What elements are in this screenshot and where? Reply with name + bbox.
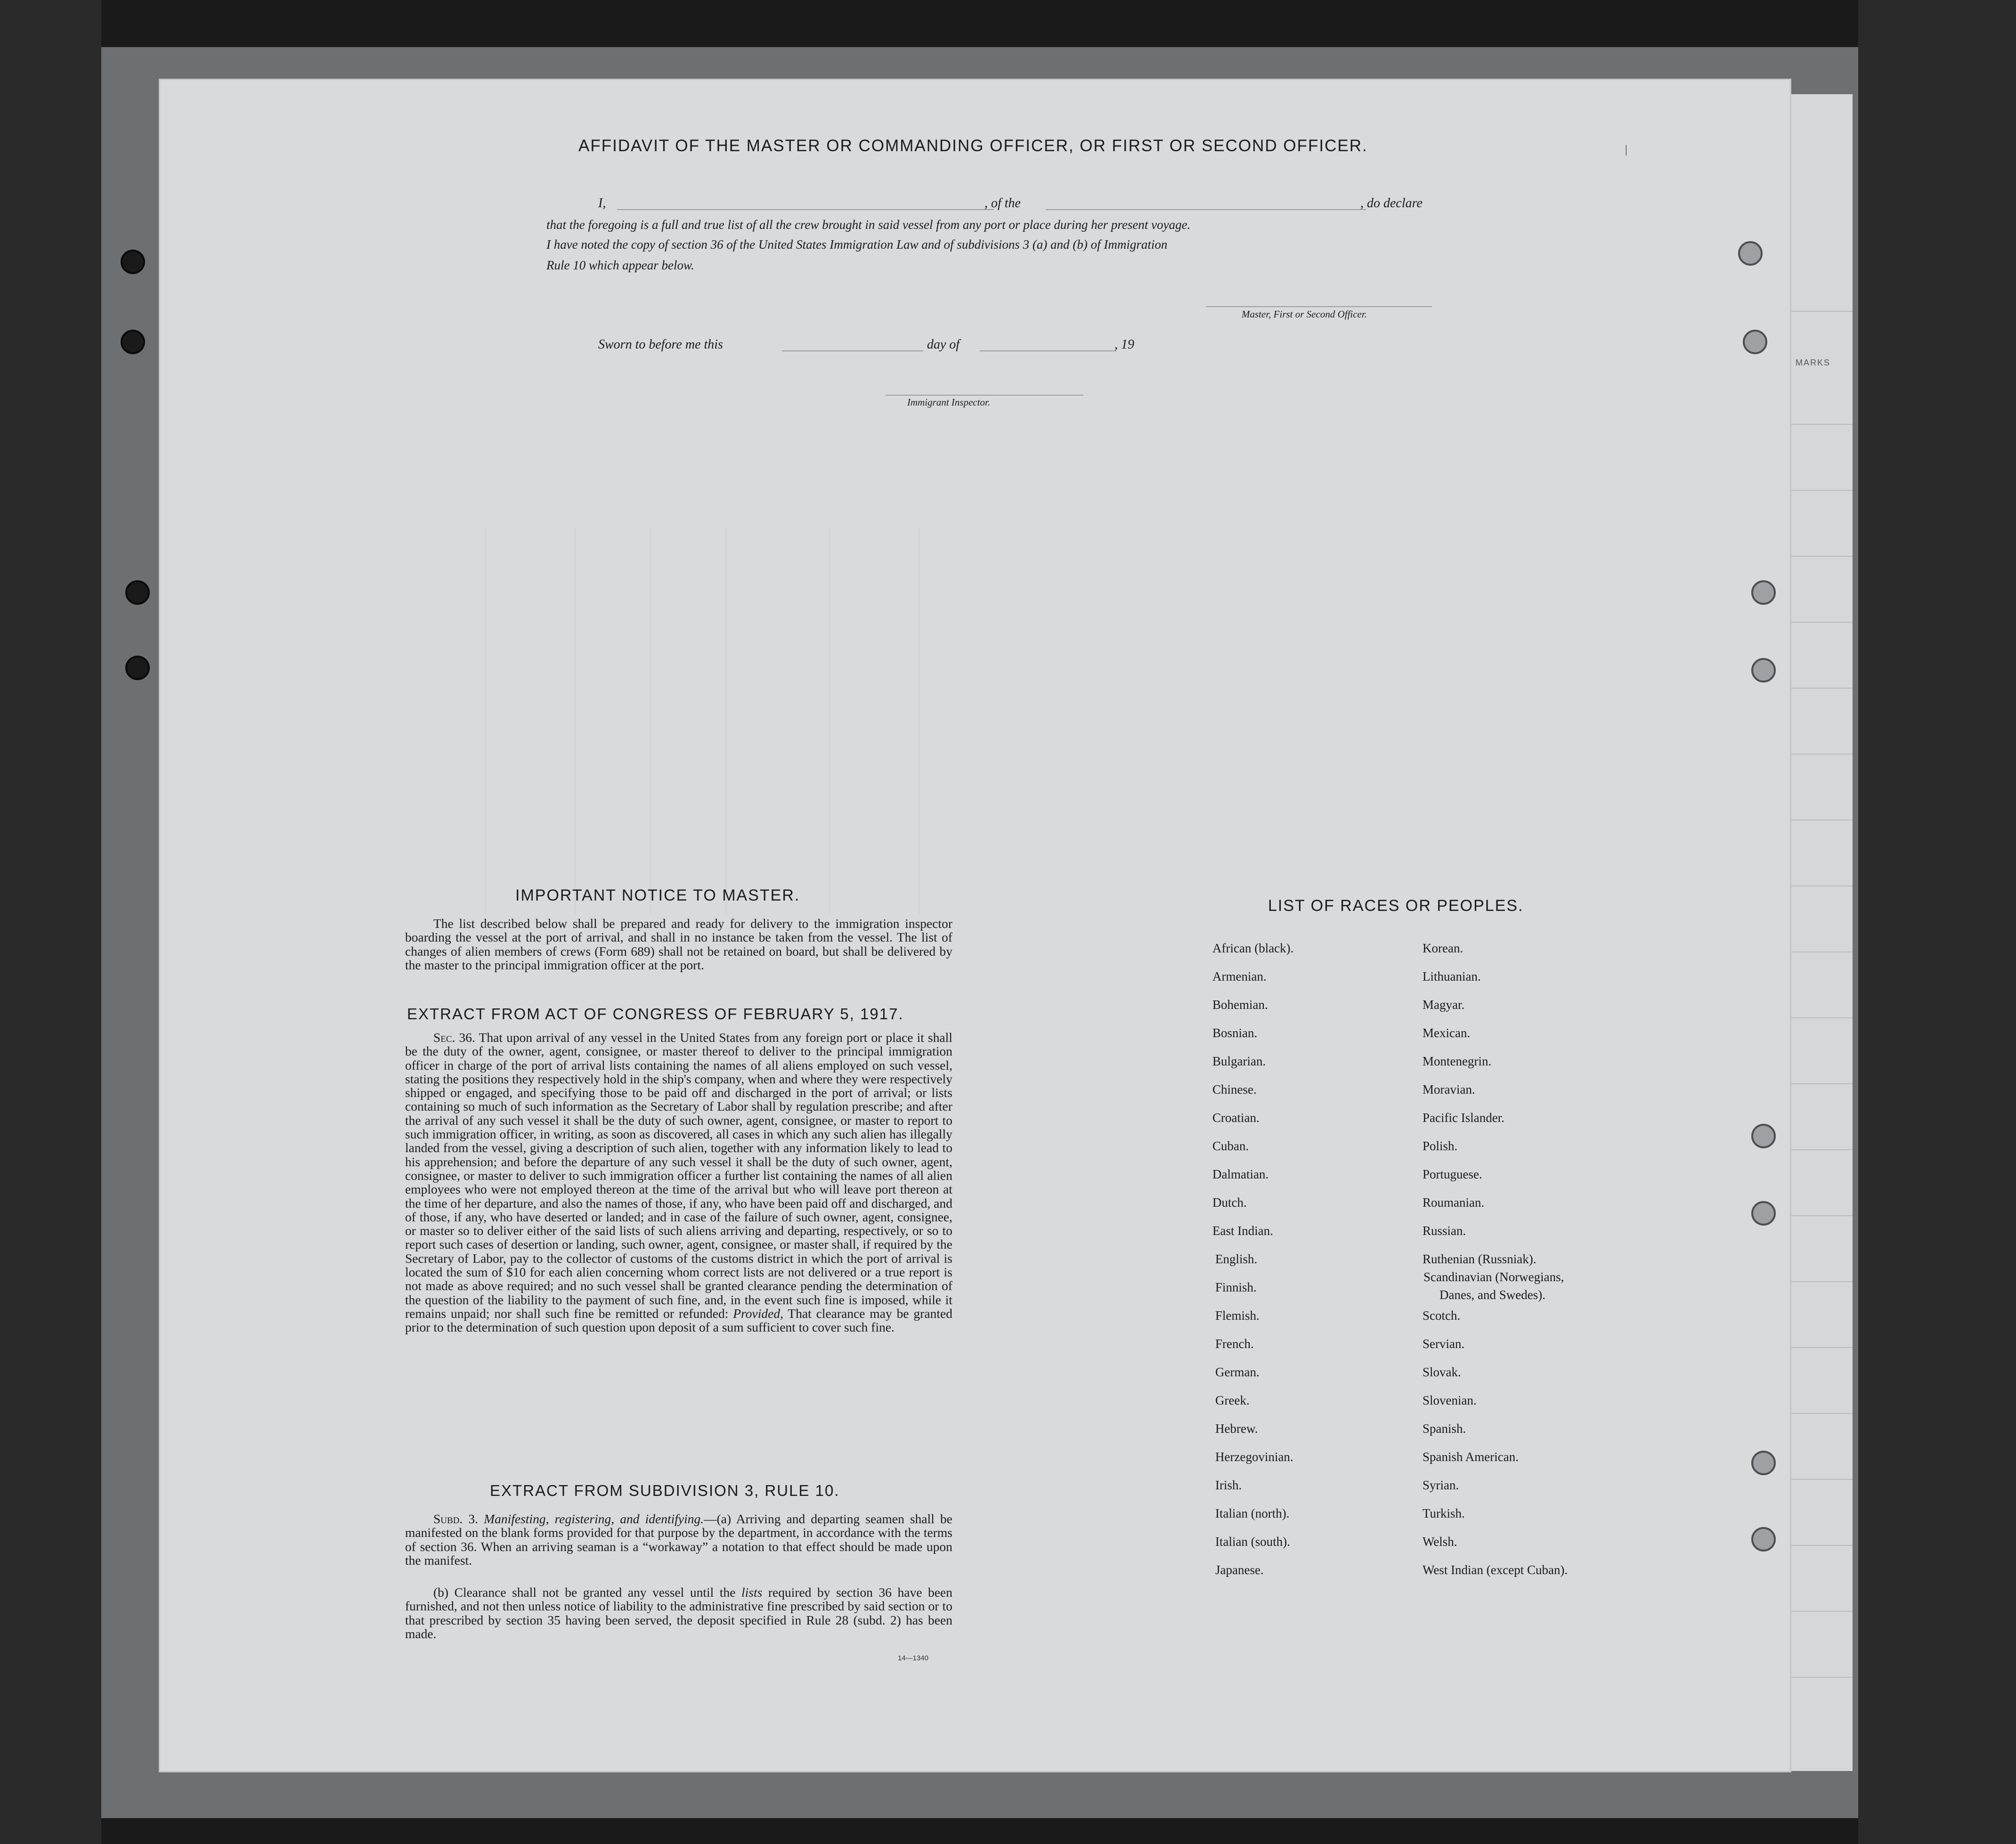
punch-hole bbox=[1751, 580, 1776, 605]
sworn-year: , 19 bbox=[1114, 337, 1134, 352]
race-item: Scandinavian (Norwegians, bbox=[1423, 1270, 1564, 1284]
punch-hole bbox=[1751, 1201, 1776, 1226]
race-item: Spanish American. bbox=[1423, 1450, 1519, 1464]
notice-body: The list described below shall be prepared and ready for delivery to the immigration inspector boarding the vessel at the port of arrival, and shall in no instance be taken from the vessel. The list of changes of alien members of crews (Form 689) shall not be retained on board, but shall be delivered by the master to the principal immigration officer at the port. bbox=[405, 916, 952, 972]
punch-hole bbox=[1738, 241, 1763, 266]
act-extract-title: EXTRACT FROM ACT OF CONGRESS OF FEBRUARY 5, 1917. bbox=[407, 1005, 904, 1023]
race-item: Spanish. bbox=[1423, 1422, 1466, 1436]
race-item: English. bbox=[1215, 1252, 1258, 1266]
race-item: Magyar. bbox=[1423, 998, 1465, 1012]
affidavit-line1-i: I, bbox=[598, 196, 606, 211]
ghost-column-line bbox=[575, 528, 576, 914]
side-sheet bbox=[1785, 94, 1853, 1771]
race-item: French. bbox=[1215, 1337, 1254, 1351]
race-item: Italian (south). bbox=[1215, 1535, 1290, 1549]
race-item: Hebrew. bbox=[1215, 1422, 1258, 1436]
subd-label: Subd. 3. bbox=[433, 1511, 479, 1526]
race-item: Japanese. bbox=[1215, 1563, 1264, 1577]
ghost-column-line bbox=[485, 528, 486, 914]
sworn-day-blank bbox=[782, 350, 923, 351]
inspector-label: Immigrant Inspector. bbox=[907, 397, 991, 408]
subd-heading: Manifesting, registering, and identifying. bbox=[484, 1511, 704, 1526]
master-signature-line bbox=[1206, 306, 1432, 307]
punch-hole bbox=[121, 330, 145, 354]
race-item: Croatian. bbox=[1212, 1111, 1260, 1125]
binder-strip-left bbox=[0, 0, 101, 1844]
sworn-text: Sworn to before me this bbox=[598, 337, 723, 352]
manifest-page bbox=[160, 80, 1790, 1771]
para-b-rest: required by section 36 have been furnished, and not then unless notice of liability to the administrative fine prescribed by said section or to that prescribed by section 35 having been served, the deposit specified in Rule 28 (subd. 2) has been made. bbox=[405, 1585, 952, 1641]
race-item: African (black). bbox=[1212, 941, 1294, 955]
race-item: German. bbox=[1215, 1365, 1260, 1379]
race-item: Irish. bbox=[1215, 1478, 1242, 1492]
punch-hole bbox=[1751, 658, 1776, 682]
race-item: Welsh. bbox=[1423, 1535, 1457, 1549]
race-item: Russian. bbox=[1423, 1224, 1466, 1238]
para-b-lists: lists bbox=[741, 1585, 763, 1600]
punch-hole bbox=[125, 656, 150, 680]
race-item-continuation: Danes, and Swedes). bbox=[1439, 1288, 1545, 1302]
ghost-column-line bbox=[829, 528, 830, 914]
race-item: East Indian. bbox=[1212, 1224, 1273, 1238]
race-item: Slovenian. bbox=[1423, 1393, 1477, 1407]
race-item: Polish. bbox=[1423, 1139, 1458, 1153]
race-item: Korean. bbox=[1423, 941, 1463, 955]
subd-para-a-text: —(a) Arriving and departing seamen shall be manifested on the blank forms provided for that purpose by the department, in accordance with the terms of section 36. When an arriving seaman is a “workaway” a notation to that effect should be made upon the manifest. bbox=[405, 1511, 952, 1568]
side-sheet-label: MARKS bbox=[1796, 358, 1831, 367]
punch-hole bbox=[1751, 1527, 1776, 1552]
race-item: Montenegrin. bbox=[1423, 1054, 1492, 1068]
section-label: Sec. 36. bbox=[433, 1030, 475, 1045]
sworn-month-blank bbox=[980, 350, 1116, 351]
rule-extract-para-b bbox=[405, 1585, 952, 1641]
form-number: 14—1340 bbox=[898, 1654, 929, 1662]
punch-hole bbox=[1743, 330, 1767, 354]
race-item: Roumanian. bbox=[1423, 1195, 1485, 1210]
race-item: Syrian. bbox=[1423, 1478, 1459, 1492]
race-item: Armenian. bbox=[1212, 969, 1267, 983]
affidavit-line1-of-the: , of the bbox=[984, 196, 1021, 211]
act-extract-body bbox=[405, 1031, 952, 1334]
punch-hole bbox=[1751, 1124, 1776, 1148]
rule-extract-title: EXTRACT FROM SUBDIVISION 3, RULE 10. bbox=[490, 1482, 840, 1499]
race-item: Bohemian. bbox=[1212, 998, 1268, 1012]
punch-hole bbox=[1751, 1451, 1776, 1475]
race-item: Ruthenian (Russniak). bbox=[1423, 1252, 1536, 1266]
name-blank bbox=[617, 209, 994, 210]
race-item: Slovak. bbox=[1423, 1365, 1461, 1379]
binder-strip-right bbox=[1858, 0, 2016, 1844]
race-item: Bulgarian. bbox=[1212, 1054, 1266, 1068]
affidavit-line1-declare: , do declare bbox=[1360, 196, 1423, 211]
race-item: Chinese. bbox=[1212, 1082, 1257, 1097]
ghost-column-line bbox=[650, 528, 651, 914]
provided-label: Provided, bbox=[733, 1306, 783, 1321]
race-item: Herzegovinian. bbox=[1215, 1450, 1293, 1464]
rule-extract-para-a bbox=[405, 1512, 952, 1567]
pen-mark: | bbox=[1625, 144, 1627, 156]
race-item: Mexican. bbox=[1423, 1026, 1471, 1040]
vessel-blank bbox=[1046, 209, 1366, 210]
race-item: Moravian. bbox=[1423, 1082, 1475, 1097]
race-item: Portuguese. bbox=[1423, 1167, 1482, 1181]
race-item: Italian (north). bbox=[1215, 1506, 1290, 1520]
race-item: Greek. bbox=[1215, 1393, 1250, 1407]
notice-title: IMPORTANT NOTICE TO MASTER. bbox=[515, 886, 800, 904]
race-item: Bosnian. bbox=[1212, 1026, 1258, 1040]
inspector-signature-line bbox=[886, 395, 1083, 396]
races-title: LIST OF RACES OR PEOPLES. bbox=[1268, 897, 1524, 915]
section-text-end: That clearance may be granted prior to the determination of such question upon deposit of a sum sufficient to cover such fine. bbox=[405, 1306, 952, 1335]
ghost-column-line bbox=[725, 528, 726, 914]
race-item: Cuban. bbox=[1212, 1139, 1249, 1153]
race-item: West Indian (except Cuban). bbox=[1423, 1563, 1568, 1577]
race-item: Scotch. bbox=[1423, 1308, 1461, 1323]
race-item: Finnish. bbox=[1215, 1280, 1257, 1294]
race-item: Dalmatian. bbox=[1212, 1167, 1269, 1181]
section-text: That upon arrival of any vessel in the United States from any foreign port or place it shall be the duty of the owner, agent, consignee, or master thereof to deliver to the principal immigration officer in charge of the port of arrival lists containing the names of all aliens employed on such vessel, stating the positions they respectively hold in the ship's company, when and where they were respectively shipped or engaged, and specifying those to be paid off and discharged in the port of arrival; or lists containing so much of such information as the Secretary of Labor shall by regulation prescribe; and after the arrival of any such vessel it shall be the duty of such owner, agent, consignee, or master to report to such immigration officer, in writing, as soon as discovered, all cases in which any such alien has illegally landed from the vessel, giving a description of such alien, together with any information likely to lead to his apprehension; and before the departure of any such vessel it shall be the duty of such owner, agent, consignee, or master to deliver to such immigration officer a further list containing the names of all alien employees who were not employed thereon at the time of the arrival but who will leave port thereon at the time of her departure, and also the names of those, if any, who have been paid off and discharged, and of those, if any, who have deserted or landed; and in case of the failure of such owner, agent, consignee, or master so to deliver either of the said lists of such aliens arriving and departing, respectively, or so to report such cases of desertion or landing, such owner, agent, consignee, or master shall, if required by the Secretary of Labor, pay to the collector of customs of the customs district in which the port of arrival is located the sum of $10 for each alien concerning whom correct lists are not delivered or a true report is not made as above required; and no such vessel shall be granted clearance pending the determination of the question of the liability to the payment of such fine, and, in the event such fine is imposed, while it remains unpaid; nor shall such fine be remitted or refunded: bbox=[405, 1030, 952, 1321]
race-item: Servian. bbox=[1423, 1337, 1465, 1351]
sworn-day-of: day of bbox=[927, 337, 960, 352]
para-b-prefix: (b) Clearance shall not be granted any vessel until the bbox=[433, 1585, 736, 1600]
race-item: Dutch. bbox=[1212, 1195, 1247, 1210]
punch-hole bbox=[125, 580, 150, 605]
race-item: Pacific Islander. bbox=[1423, 1111, 1504, 1125]
affidavit-title: AFFIDAVIT OF THE MASTER OR COMMANDING OFFICER, OR FIRST OR SECOND OFFICER. bbox=[578, 137, 1368, 155]
race-item: Turkish. bbox=[1423, 1506, 1465, 1520]
punch-hole bbox=[121, 250, 145, 274]
race-item: Flemish. bbox=[1215, 1308, 1260, 1323]
affidavit-line4: Rule 10 which appear below. bbox=[546, 258, 694, 272]
affidavit-line2: that the foregoing is a full and true list of all the crew brought in said vessel from any port or place during her present voyage. bbox=[546, 218, 1191, 232]
race-item: Lithuanian. bbox=[1423, 969, 1481, 983]
affidavit-line3: I have noted the copy of section 36 of the United States Immigration Law and of subdivisions 3 (a) and (b) of Immigration bbox=[546, 237, 1168, 252]
master-signature-label: Master, First or Second Officer. bbox=[1242, 309, 1367, 320]
